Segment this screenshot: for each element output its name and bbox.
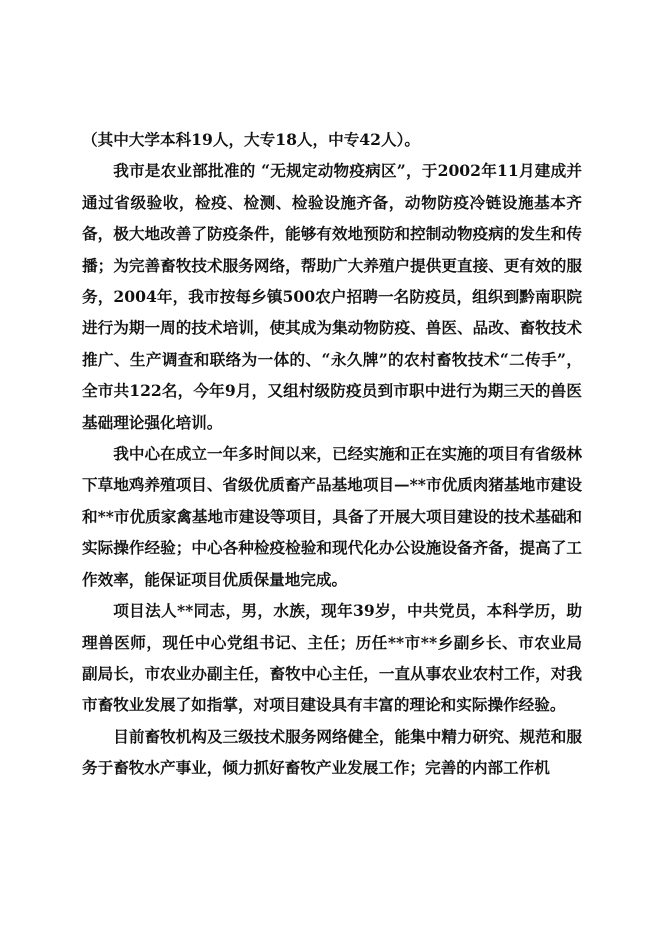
paragraph-line: 基础和实际操作经验；中心各种检疫检验和现代化办公设施设备齐备，: [82, 506, 582, 558]
paragraph-line: 为期三天的兽医基础理论强化培训。: [82, 381, 582, 432]
paragraph-1: [82, 124, 582, 155]
paragraph-line: 建设和**市优质家禽基地市建设等项目，具备了开展大项目建设的技术: [82, 475, 582, 526]
paragraph-line: 林下草地鸡养殖项目、省级优质畜产品基地项目—**市优质肉猪基地市: [82, 444, 582, 495]
paragraph-line: 齐备，极大地改善了防疫条件，能够有效地预防和控制动物疫病的发生: [82, 192, 582, 244]
paragraph-line: 目前畜牧机构及三级技术服务网络健全，能集中精力研究、规范和: [113, 726, 567, 746]
paragraph-line: 我中心在成立一年多时间以来，已经实施和正在实施的项目有省级: [113, 444, 567, 464]
paragraph-4: [82, 595, 582, 721]
paragraph-line: 局副局长，市农业办副主任，畜牧中心主任，一直从事农业农村工作，: [82, 632, 582, 683]
paragraph-line: 项目法人**同志，男，水族，现年39岁，中共党员，本科学历，: [113, 601, 567, 621]
paragraph-line: 和传播；为完善畜牧技术服务网络，帮助广大养殖户提供更直接、更有: [82, 224, 582, 275]
paragraph-line: 效的服务，2004年，我市按每乡镇500农户招聘一名防疫员，组织到黔: [82, 255, 582, 307]
paragraph-line: 对我市畜牧业发展了如指掌，对项目建设具有丰富的理论和实际操作经: [82, 663, 582, 715]
paragraph-3: [82, 438, 582, 595]
paragraph-line: 并通过省级验收，检疫、检测、检验设施齐备，动物防疫冷链设施基本: [82, 161, 582, 212]
paragraph-line: 南职院进行为期一周的技术培训，使其成为集动物防疫、兽医、品改、: [82, 287, 582, 338]
paragraph-line: “二传手”，全市共122名，今年9月，又组村级防疫员到市职中进行: [82, 349, 582, 401]
paragraph-line: 服务于畜牧水产事业，倾力抓好畜牧产业发展工作；完善的内部工作机: [82, 726, 582, 778]
paragraph-5: [82, 721, 582, 784]
paragraph-line: 提高了工作效率，能保证项目优质保量地完成。: [82, 538, 582, 589]
paragraph-line: （其中大学本科19人，大专18人，中专42人）。: [82, 130, 420, 149]
paragraph-line: 我市是农业部批准的 “无规定动物疫病区”，于2002年11月建成: [113, 161, 567, 181]
paragraph-line: 验。: [534, 695, 566, 715]
document-page: [82, 124, 582, 784]
paragraph-line: 助理兽医师，现任中心党组书记、主任；历任**市**乡副乡长、市农业: [82, 601, 582, 652]
paragraph-line: 畜牧技术推广、生产调查和联络为一体的、“永久牌”的农村畜牧技术: [82, 318, 582, 369]
paragraph-2: [82, 155, 582, 438]
